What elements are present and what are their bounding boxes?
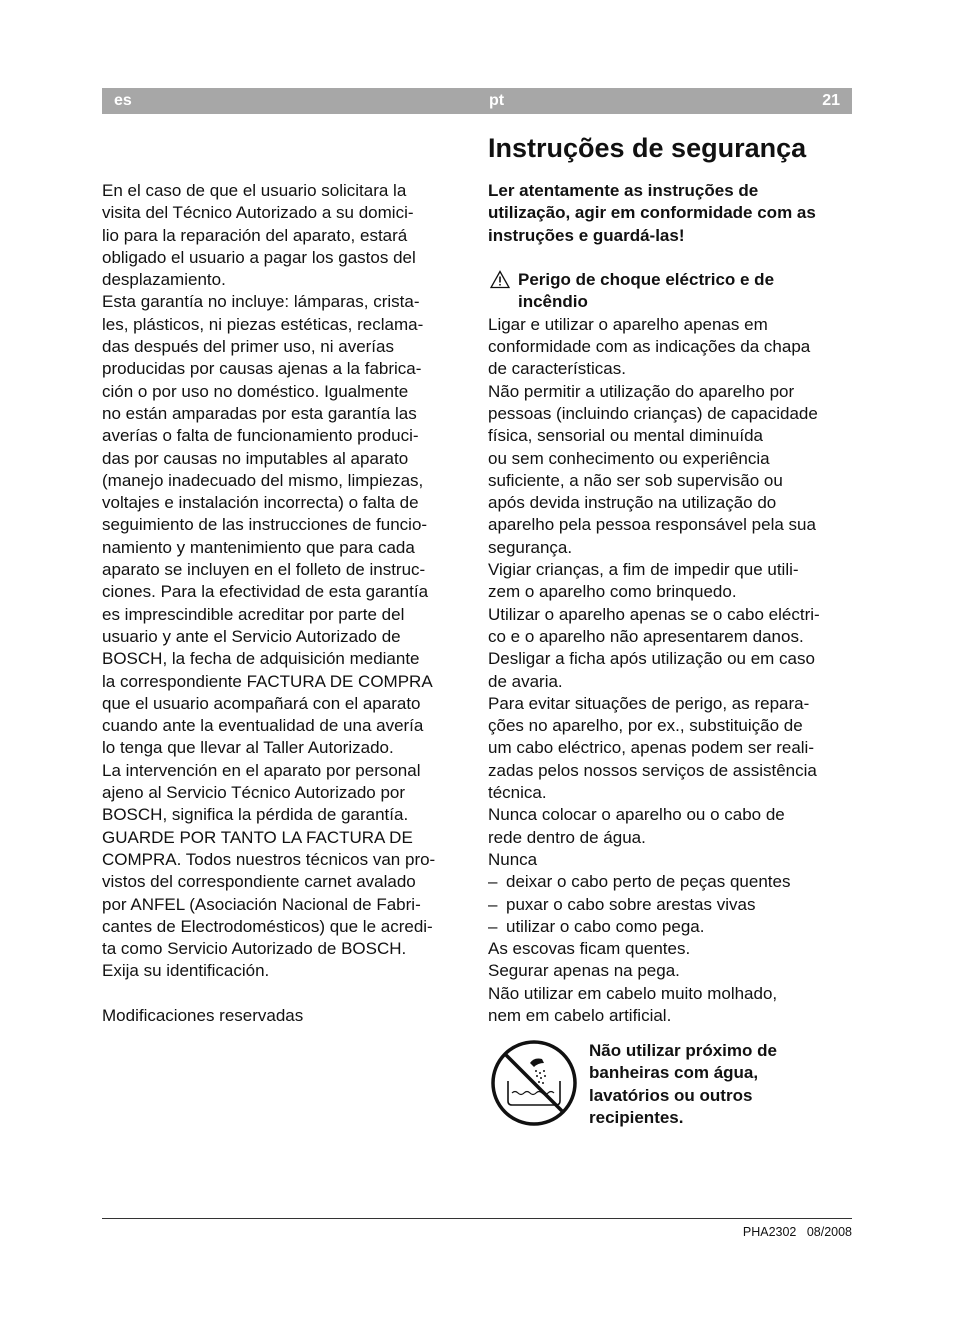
warning-triangle-icon <box>490 270 510 289</box>
text-line: ciones. Para la efectividad de esta garantía <box>102 582 429 602</box>
text-line: Ligar e utilizar o aparelho apenas em <box>488 314 768 334</box>
text-line: les, plásticos, ni piezas estéticas, reclama- <box>102 314 424 334</box>
warranty-text <box>102 180 467 983</box>
text-line: Desligar a ficha após utilização ou em caso <box>488 649 815 669</box>
text-line: producidas por causas ajenas a la fabrica- <box>102 359 422 379</box>
intro-text <box>488 180 858 247</box>
text-line: usuario y ante el Servicio Autorizado de <box>102 626 401 646</box>
warning-heading-line: Perigo de choque eléctrico e de <box>518 270 775 290</box>
pictogram-text-line: Não utilizar próximo de <box>589 1041 777 1060</box>
list-item-text: puxar o cabo sobre arestas vivas <box>506 894 756 914</box>
text-line: no están amparadas por esta garantía las <box>102 403 417 423</box>
header-bar <box>102 88 852 114</box>
text-line: BOSCH, la fecha de adquisición mediante <box>102 649 420 669</box>
text-line: (manejo inadecuado del mismo, limpiezas, <box>102 470 424 490</box>
text-line: la correspondiente FACTURA DE COMPRA <box>102 671 433 691</box>
warning-heading <box>488 269 858 314</box>
no-water-bath-icon <box>490 1039 578 1127</box>
intro-line: instruções e guardá-las! <box>488 225 685 245</box>
text-line: visita del Técnico Autorizado a su domici- <box>102 203 414 223</box>
pictogram-caption <box>589 1040 777 1129</box>
text-line: averías o falta de funcionamiento produci- <box>102 426 419 446</box>
list-dash: – <box>488 916 498 936</box>
page-number: 21 <box>822 92 840 109</box>
text-line: ções no aparelho, por ex., substituição de <box>488 716 803 736</box>
text-line: zadas pelos nossos serviços de assistência <box>488 760 817 780</box>
text-line: suficiente, a não ser sob supervisão ou <box>488 470 783 490</box>
list-item-text: deixar o cabo perto de peças quentes <box>506 872 791 892</box>
text-line: obligado el usuario a pagar los gastos del <box>102 247 416 267</box>
safety-text <box>488 314 858 871</box>
dash-list <box>488 871 858 938</box>
left-column <box>102 180 467 1027</box>
text-line: lo tenga que llevar al Taller Autorizado. <box>102 738 394 758</box>
text-line: desplazamiento. <box>102 270 226 290</box>
text-line: cuando ante la eventualidad de una avería <box>102 716 424 736</box>
text-line: ou sem conhecimento ou experiência <box>488 448 770 468</box>
text-line: En el caso de que el usuario solicitara la <box>102 181 407 200</box>
footer-info <box>743 1225 852 1239</box>
text-line: Esta garantía no incluye: lámparas, crista- <box>102 292 420 312</box>
text-line: GUARDE POR TANTO LA FACTURA DE <box>102 827 413 847</box>
edition-date: 08/2008 <box>806 1225 852 1239</box>
text-line: técnica. <box>488 783 547 803</box>
text-line: lio para la reparación del aparato, estará <box>102 225 408 245</box>
language-code-right: pt <box>489 92 505 109</box>
list-item <box>488 894 858 916</box>
text-line: voltajes e instalación incorrecta) o falta de <box>102 493 419 513</box>
text-line: seguimiento de las instrucciones de funcio- <box>102 515 428 535</box>
closing-note: Modificaciones reservadas <box>102 1005 304 1025</box>
right-column <box>488 180 858 1027</box>
text-line: aparato se incluyen en el folleto de instruc- <box>102 560 426 580</box>
intro-line: Ler atentamente as instruções de <box>488 181 759 200</box>
text-line: cantes de Electrodomésticos) que le acredi- <box>102 916 433 936</box>
pictogram-text-line: recipientes. <box>589 1107 684 1127</box>
text-line: conformidade com as indicações da chapa <box>488 337 811 357</box>
text-line: COMPRA. Todos nuestros técnicos van pro- <box>102 849 436 869</box>
text-line: La intervención en el aparato por personal <box>102 760 421 780</box>
page-title: Instruções de segurança <box>488 133 807 163</box>
text-line: rede dentro de água. <box>488 827 646 847</box>
text-line: Nunca colocar o aparelho ou o cabo de <box>488 805 785 825</box>
text-line: co e o aparelho não apresentarem danos. <box>488 626 804 646</box>
language-code-left: es <box>114 92 132 109</box>
text-line: vistos del correspondiente carnet avalado <box>102 872 416 892</box>
text-line: namiento y mantenimiento que para cada <box>102 537 415 557</box>
text-line: pessoas (incluindo crianças) de capacidade <box>488 403 818 423</box>
list-dash: – <box>488 872 498 892</box>
text-line: ción o por uso no doméstico. Igualmente <box>102 381 409 401</box>
text-line: nem em cabelo artificial. <box>488 1005 672 1025</box>
text-line: após devida instrução na utilização do <box>488 493 777 513</box>
text-line: ajeno al Servicio Técnico Autorizado por <box>102 783 406 803</box>
text-line: das después del primer uso, ni averías <box>102 337 394 357</box>
text-line: ta como Servicio Autorizado de BOSCH. <box>102 939 407 959</box>
text-line: Para evitar situações de perigo, as repara- <box>488 693 810 713</box>
text-line: es imprescindible acreditar por parte del <box>102 604 405 624</box>
text-line: um cabo eléctrico, apenas podem ser reali- <box>488 738 814 758</box>
text-line: aparelho pela pessoa responsável pela sua <box>488 515 816 535</box>
text-line: Não permitir a utilização do aparelho por <box>488 381 795 401</box>
list-item-text: utilizar o cabo como pega. <box>506 916 705 936</box>
text-line: física, sensorial ou mental diminuída <box>488 426 763 446</box>
text-line: Vigiar crianças, a fim de impedir que utili- <box>488 560 799 580</box>
text-line: que el usuario acompañará con el aparato <box>102 693 421 713</box>
warning-heading-line: incêndio <box>518 292 588 312</box>
text-line: de avaria. <box>488 671 563 691</box>
text-line: Nunca <box>488 849 538 869</box>
text-line: Exija su identificación. <box>102 961 270 981</box>
list-dash: – <box>488 894 498 914</box>
text-line: BOSCH, significa la pérdida de garantía. <box>102 805 409 825</box>
model-number: PHA2302 <box>742 1225 797 1239</box>
text-line: zem o aparelho como brinquedo. <box>488 582 737 602</box>
text-line: Utilizar o aparelho apenas se o cabo eléctri- <box>488 604 820 624</box>
text-line: por ANFEL (Asociación Nacional de Fabri- <box>102 894 421 914</box>
pictogram-text-line: lavatórios ou outros <box>589 1085 753 1105</box>
text-line: Não utilizar em cabelo muito molhado, <box>488 983 778 1003</box>
safety-text-end <box>488 938 858 1027</box>
intro-line: utilização, agir em conformidade com as <box>488 203 816 223</box>
text-line: das por causas no imputables al aparato <box>102 448 409 468</box>
text-line: segurança. <box>488 537 573 557</box>
list-item <box>488 916 858 938</box>
text-line: As escovas ficam quentes. <box>488 939 691 959</box>
text-line: de características. <box>488 359 626 379</box>
list-item <box>488 871 858 893</box>
footer-divider <box>102 1218 852 1219</box>
pictogram-text-line: banheiras com água, <box>589 1063 759 1083</box>
text-line: Segurar apenas na pega. <box>488 961 680 981</box>
